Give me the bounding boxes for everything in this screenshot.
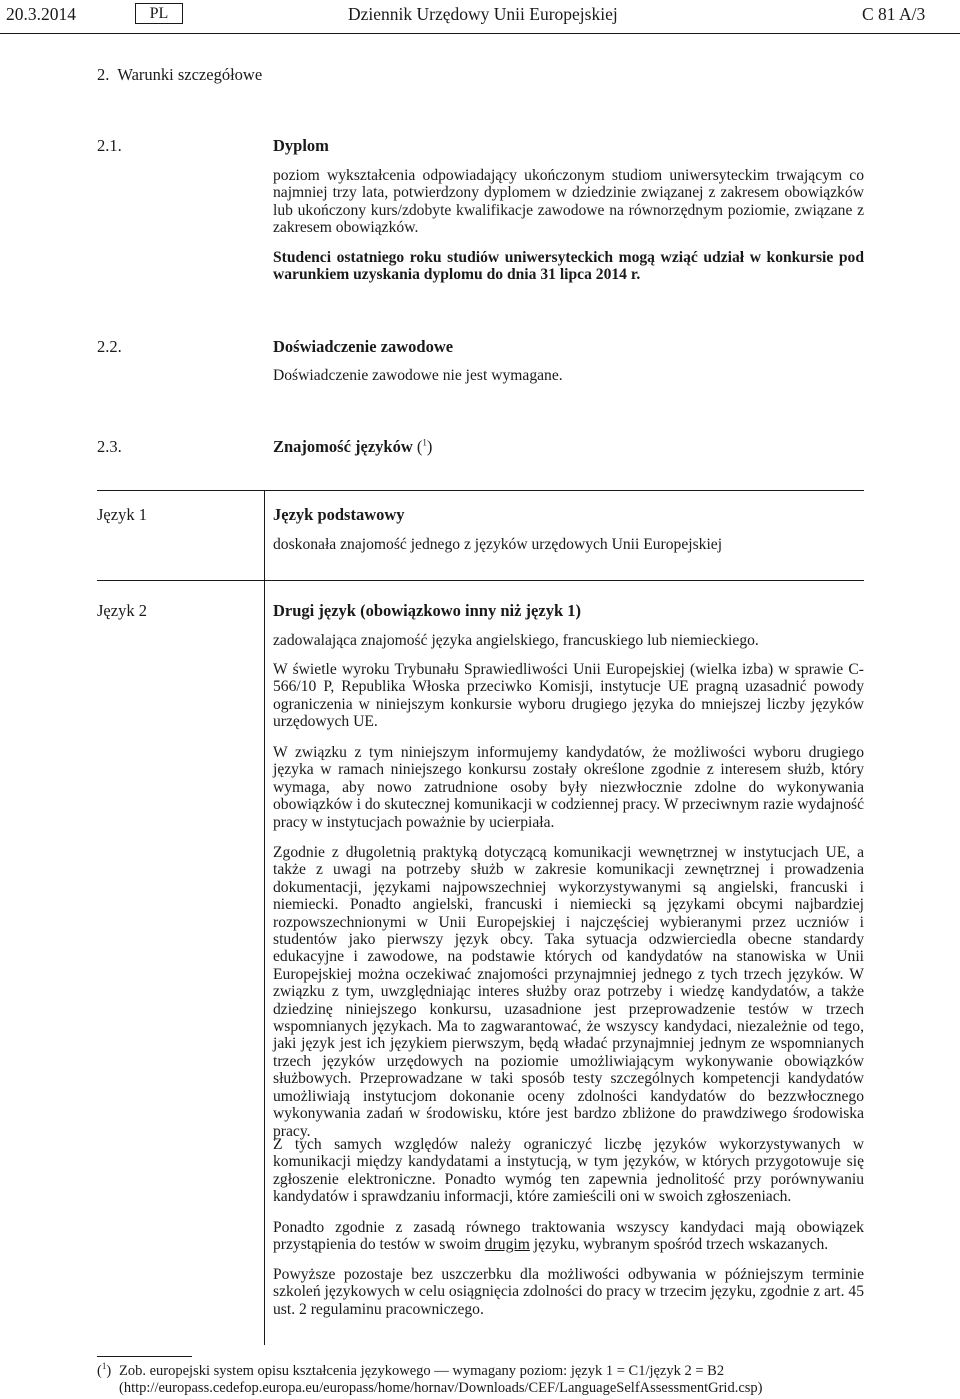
header-date: 20.3.2014 xyxy=(6,4,76,24)
paragraph: Z tych samych względów należy ograniczyć liczbę języków wykorzystywanych w komunikacji między kandydatami a instytucją, w tym języków, w których przygotowuje się zgłoszenie elektroniczne. Ponadto wymóg ten zapewnia jednolitość przy porównywaniu kandydatów i sprawdzaniu informacji, które zamieścili oni w swoich zgłoszeniach. xyxy=(273,1136,864,1206)
paragraph: poziom wykształcenia odpowiadający ukończonym studiom uniwersyteckim trwającym co najmniej trzy lata, potwierdzony dyplomem w dziedzinie związanej z zakresem obowiązków lub ukończony kurs/zdobyte kwalifikacje zawodowe na równorzędnym poziomie, związane z zakresem obowiązków. xyxy=(273,167,864,237)
footnote-number: ($^1$) xyxy=(97,1361,112,1379)
table-rule xyxy=(97,490,864,491)
subsection-title: Doświadczenie zawodowe xyxy=(273,337,454,356)
footnote-rule xyxy=(97,1356,192,1357)
section-number: 2. xyxy=(97,65,110,84)
language-2-label: Język 2 xyxy=(97,601,147,620)
page-reference: C 81 A/3 xyxy=(862,4,926,24)
footnote-text: Zob. europejski system opisu kształcenia językowego — wymagany poziom: język 1 = C1/język 2 = B2 xyxy=(119,1363,725,1379)
language-badge: PL xyxy=(135,3,183,24)
language-1-label: Język 1 xyxy=(97,505,147,524)
section-title: Warunki szczegółowe xyxy=(117,65,263,84)
language-2-text: zadowalająca znajomość języka angielskiego, francuskiego lub niemieckiego. xyxy=(273,632,759,649)
header-rule xyxy=(0,33,960,34)
paragraph-bold: Studenci ostatniego roku studiów uniwersyteckich mogą wziąć udział w konkursie pod warunkiem uzyskania dyplomu do dnia 31 lipca 2014 r. xyxy=(273,249,864,284)
subsection-number: 2.3. xyxy=(97,437,122,456)
paragraph: Zgodnie z długoletnią praktyką dotyczącą komunikacji wewnętrznej w instytucjach UE, a także z uwagi na potrzeby służb w zakresie komunikacji zewnętrznej i prowadzenia dokumentacji, językami najpowszechniej wykorzystywanymi są angielski, francuski i niemiecki. Ponadto angielski, francuski i niemiecki są językami obcymi najbardziej rozpowszechnionymi w Unii Europejskiej i najczęściej wybieranymi przez uczniów i studentów jako pierwszy język obcy. Taka sytuacja odzwierciedla obecne standardy edukacyjne i zawodowe, na podstawie których od kandydatów na stanowiska w Unii Europejskiej można oczekiwać znajomości przynajmniej jednego z tych trzech języków. W związku z tym, uwzględniając interes służby oraz potrzeby i wiedzę kandydatów, a także dziedzinę niniejszego konkursu, uzasadnione jest przeprowadzenie testów w trzech wspomnianych językach. Ma to zagwarantować, że wszyscy kandydaci, niezależnie od tego, jaki język jest ich językiem pierwszym, będą władać przynajmniej jednym ze wspomnianych trzech języków urzędowych na poziomie umożliwiającym wykonywanie obowiązków służbowych. Przeprowadzane w taki sposób testy szczególnych kompetencji kandydatów umożliwiają instytucjom dokonanie oceny zdolności kandydatów do bezzwłocznego wykonywania zadań w środowisku, które jest bardzo zbliżone do prawdziwego środowiska pracy. xyxy=(273,844,864,1140)
subsection-title-row xyxy=(273,436,432,458)
paragraph: Doświadczenie zawodowe nie jest wymagane. xyxy=(273,367,563,384)
table-column-divider xyxy=(264,490,265,1345)
paragraph: Ponadto zgodnie z zasadą równego traktowania wszyscy kandydaci mają obowiązek przystąpienia do testów w swoim drugim języku, wybranym spośród trzech wskazanych. xyxy=(273,1219,864,1254)
footnote-link[interactable]: (http://europass.cedefop.europa.eu/europass/home/hornav/Downloads/CEF/LanguageSelfAssessmentGrid.csp) xyxy=(119,1380,763,1396)
language-1-title: Język podstawowy xyxy=(273,505,405,524)
section-heading xyxy=(97,64,262,86)
subsection-number: 2.1. xyxy=(97,136,122,155)
subsection-title: Dyplom xyxy=(273,136,329,155)
footnote-marker[interactable]: ($^1$) xyxy=(416,437,433,456)
subsection-title: Znajomość języków xyxy=(273,437,413,456)
underlined-word: drugim xyxy=(484,1236,530,1254)
journal-title: Dziennik Urzędowy Unii Europejskiej xyxy=(348,4,618,24)
subsection-number: 2.2. xyxy=(97,337,122,356)
paragraph: W związku z tym niniejszym informujemy kandydatów, że możliwości wyboru drugiego języka w ramach niniejszego konkursu zostały określone zgodnie z interesem służb, który wymaga, aby nowo zatrudnione osoby były niezwłocznie zdolne do wykonywania obowiązków i do skutecznej komunikacji w codziennej pracy. W przeciwnym razie wydajność pracy w instytucjach poważnie by ucierpiała. xyxy=(273,744,864,831)
paragraph: W świetle wyroku Trybunału Sprawiedliwości Unii Europejskiej (wielka izba) w sprawie C-566/10 P, Republika Włoska przeciwko Komisji, instytucje UE pragną uzasadnić powody ograniczenia w niniejszym konkursie wyboru drugiego języka do mniejszej liczby języków urzędowych UE. xyxy=(273,661,864,731)
table-rule xyxy=(97,580,864,581)
paragraph: Powyższe pozostaje bez uszczerbku dla możliwości odbywania w późniejszym terminie szkoleń językowych w celu osiągnięcia zdolności do pracy w trzecim języku, zgodnie z art. 45 ust. 2 regulaminu pracowniczego. xyxy=(273,1266,864,1318)
language-1-text: doskonała znajomość jednego z języków urzędowych Unii Europejskiej xyxy=(273,536,723,553)
language-2-title: Drugi język (obowiązkowo inny niż język 1) xyxy=(273,601,581,620)
